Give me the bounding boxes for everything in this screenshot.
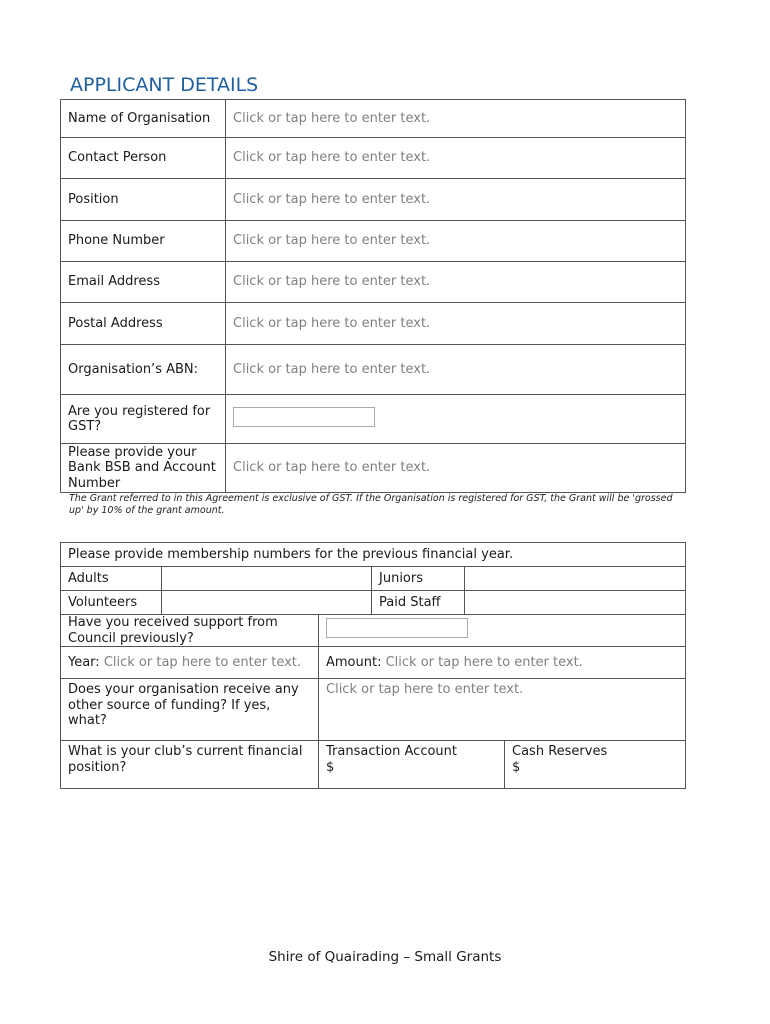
funding-input[interactable]: Click or tap here to enter text.: [319, 679, 686, 741]
abn-label: Organisation’s ABN:: [61, 345, 226, 395]
membership-table: [60, 542, 686, 789]
bank-label: Please provide your Bank BSB and Account Number: [61, 444, 226, 493]
phone-label: Phone Number: [61, 221, 226, 262]
year-label: Year:: [68, 654, 100, 670]
page-footer: Shire of Quairading – Small Grants: [268, 949, 502, 965]
bank-input[interactable]: Click or tap here to enter text.: [226, 444, 686, 493]
position-input[interactable]: Click or tap here to enter text.: [226, 179, 686, 221]
contact-person-input[interactable]: Click or tap here to enter text.: [226, 138, 686, 179]
transaction-value[interactable]: $: [326, 759, 335, 775]
adults-label: Adults: [61, 567, 162, 591]
membership-header: Please provide membership numbers for the previous financial year.: [61, 543, 686, 567]
year-input[interactable]: Click or tap here to enter text.: [103, 654, 302, 670]
abn-input[interactable]: Click or tap here to enter text.: [226, 345, 686, 395]
section-title: APPLICANT DETAILS: [70, 74, 259, 96]
position-label: Position: [61, 179, 226, 221]
gst-note: The Grant referred to in this Agreement is exclusive of GST. If the Organisation is registered for GST, the Grant will be 'grossed up' by 10% of the grant amount.: [69, 493, 673, 516]
gst-cell: [226, 395, 686, 444]
postal-label: Postal Address: [61, 303, 226, 345]
amount-cell[interactable]: [319, 647, 686, 679]
volunteers-label: Volunteers: [61, 591, 162, 615]
postal-input[interactable]: Click or tap here to enter text.: [226, 303, 686, 345]
financial-question: What is your club’s current financial position?: [61, 741, 319, 789]
email-label: Email Address: [61, 262, 226, 303]
volunteers-input[interactable]: [162, 591, 372, 615]
amount-label: Amount:: [326, 654, 382, 670]
support-question: Have you received support from Council previously?: [61, 615, 319, 647]
org-name-label: Name of Organisation: [61, 100, 226, 138]
cash-cell[interactable]: [505, 741, 686, 789]
applicant-details-table: [60, 99, 686, 493]
amount-input[interactable]: Click or tap here to enter text.: [385, 654, 583, 670]
gst-label: Are you registered for GST?: [61, 395, 226, 444]
support-cell: [319, 615, 686, 647]
gst-select[interactable]: [233, 407, 375, 427]
transaction-cell[interactable]: [319, 741, 505, 789]
paid-staff-input[interactable]: [465, 591, 686, 615]
adults-input[interactable]: [162, 567, 372, 591]
juniors-label: Juniors: [372, 567, 465, 591]
funding-question: Does your organisation receive any other source of funding? If yes, what?: [61, 679, 319, 741]
juniors-input[interactable]: [465, 567, 686, 591]
contact-person-label: Contact Person: [61, 138, 226, 179]
paid-staff-label: Paid Staff: [372, 591, 465, 615]
support-select[interactable]: [326, 618, 468, 638]
org-name-input[interactable]: Click or tap here to enter text.: [226, 100, 686, 138]
cash-value[interactable]: $: [512, 759, 521, 775]
transaction-label: Transaction Account: [326, 744, 457, 759]
year-cell[interactable]: [61, 647, 319, 679]
cash-label: Cash Reserves: [512, 744, 608, 759]
email-input[interactable]: Click or tap here to enter text.: [226, 262, 686, 303]
phone-input[interactable]: Click or tap here to enter text.: [226, 221, 686, 262]
